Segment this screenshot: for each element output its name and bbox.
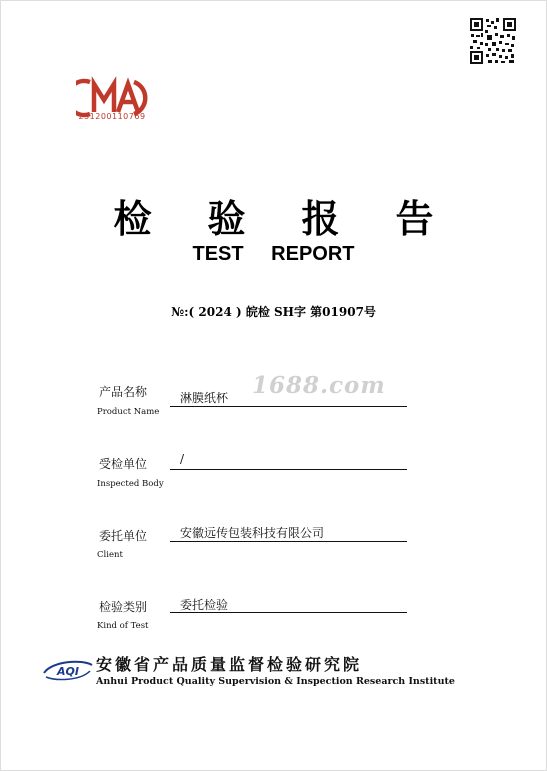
- field-underline: [170, 612, 407, 613]
- qr-code-icon: [470, 18, 516, 64]
- field-underline: [170, 541, 407, 542]
- field-label-kind-of-test-cn: 检验类别: [99, 600, 148, 614]
- title-en: TEST REPORT: [192, 243, 355, 265]
- cma-number: 231200110769: [78, 112, 146, 121]
- institute-name-en: Anhui Product Quality Supervision & Inspection Research Institute: [96, 676, 455, 687]
- aqi-logo-icon: [42, 657, 94, 683]
- watermark: 1688.com: [252, 372, 386, 399]
- institute-name-cn: 安徽省产品质量监督检验研究院: [96, 655, 363, 674]
- field-value-client: 安徽远传包装科技有限公司: [180, 526, 325, 540]
- field-underline: [170, 406, 407, 407]
- field-label-kind-of-test-en: Kind of Test: [97, 621, 149, 631]
- field-value-product-name: 淋膜纸杯: [180, 391, 229, 405]
- field-label-inspected-body-en: Inspected Body: [97, 479, 164, 489]
- field-value-inspected-body: /: [180, 452, 185, 466]
- field-label-client-cn: 委托单位: [99, 529, 148, 543]
- report-number: №:( 2024 ) 皖检 SH字 第01907号: [171, 305, 376, 319]
- field-underline: [170, 469, 407, 470]
- field-label-inspected-body-cn: 受检单位: [99, 457, 148, 471]
- field-label-product-name-en: Product Name: [97, 407, 160, 417]
- field-label-client-en: Client: [97, 550, 123, 560]
- aqi-logo-text: AQI: [57, 665, 79, 678]
- field-value-kind-of-test: 委托检验: [180, 598, 229, 612]
- field-label-product-name-cn: 产品名称: [99, 385, 148, 399]
- title-cn: 检验报告: [113, 196, 490, 241]
